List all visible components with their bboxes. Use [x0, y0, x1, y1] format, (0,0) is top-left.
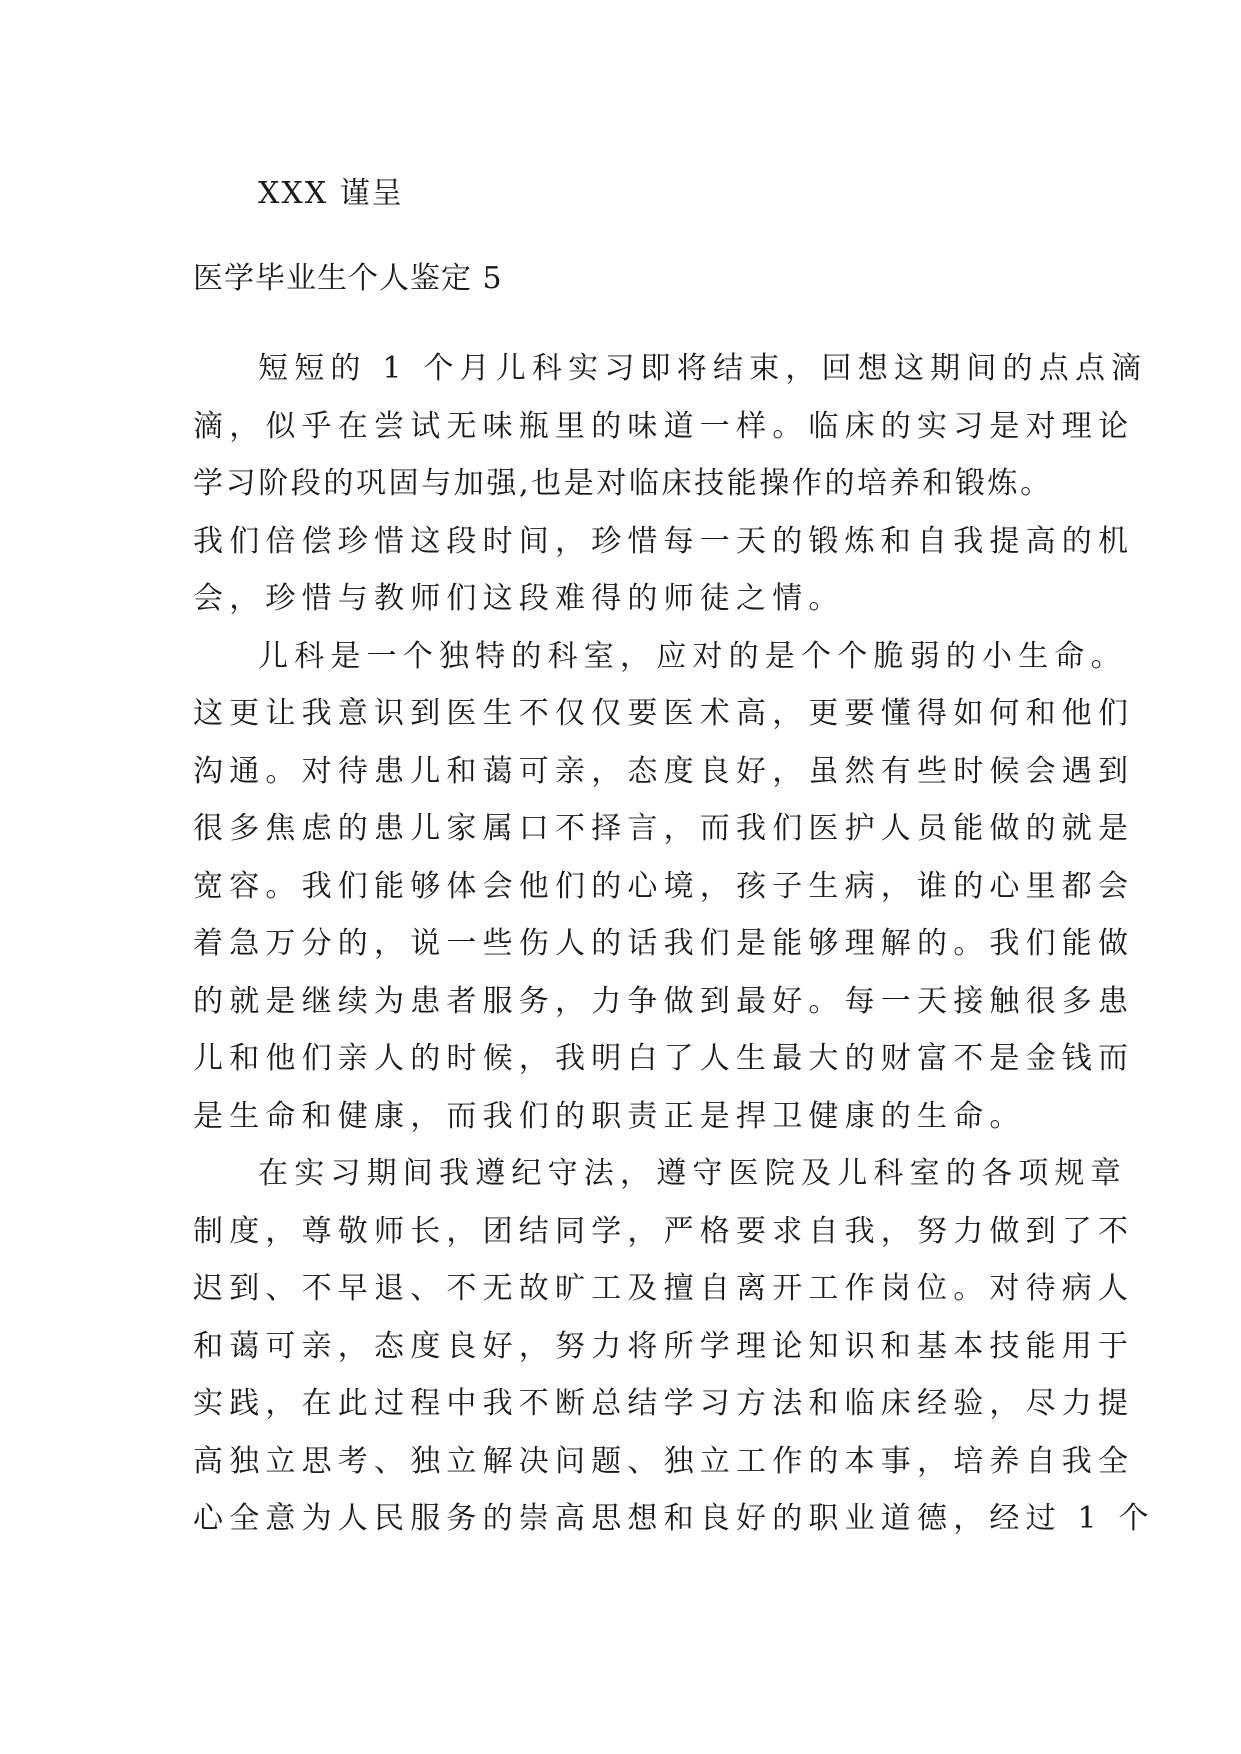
text-line: 制度，尊敬师长，团结同学，严格要求自我，努力做到了不 [193, 1213, 1135, 1249]
text-line: 和蔼可亲，态度良好，努力将所学理论知识和基本技能用于 [193, 1328, 1135, 1364]
text-line: 滴，似乎在尝试无味瓶里的味道一样。临床的实习是对理论 [193, 408, 1135, 444]
text-line: 我们倍偿珍惜这段时间，珍惜每一天的锻炼和自我提高的机 [193, 523, 1135, 559]
text-line: 实践，在此过程中我不断总结学习方法和临床经验，尽力提 [193, 1386, 1135, 1421]
text-line: 在实习期间我遵纪守法，遵守医院及儿科室的各项规章 [258, 1156, 1127, 1191]
body-text [193, 340, 1155, 1548]
text-line: 心全意为人民服务的崇高思想和良好的职业道德，经过 1 个 [193, 1501, 1155, 1536]
text-line: 宽容。我们能够体会他们的心境，孩子生病，谁的心里都会 [193, 868, 1135, 904]
text-line: 儿科是一个独特的科室，应对的是个个脆弱的小生命。 [258, 638, 1127, 674]
text-line: 沟通。对待患儿和蔼可亲，态度良好，虽然有些时候会遇到 [193, 753, 1135, 789]
text-line: 是生命和健康，而我们的职责正是捍卫健康的生命。 [193, 1098, 1026, 1134]
text-line: 这更让我意识到医生不仅仅要医术高，更要懂得如何和他们 [193, 696, 1135, 731]
text-line: 着急万分的，说一些伤人的话我们是能够理解的。我们能做 [193, 926, 1135, 961]
text-line: 儿和他们亲人的时候，我明白了人生最大的财富不是金钱而 [193, 1041, 1135, 1076]
text-line: 短短的 1 个月儿科实习即将结束，回想这期间的点点滴 [258, 351, 1148, 386]
text-line: 很多焦虑的患儿家属口不择言，而我们医护人员能做的就是 [193, 811, 1135, 846]
text-line: 迟到、不早退、不无故旷工及擅自离开工作岗位。对待病人 [193, 1271, 1135, 1306]
signature: XXX 谨呈 [258, 176, 404, 211]
text-line: 会，珍惜与教师们这段难得的师徒之情。 [193, 581, 845, 616]
text-line: 的就是继续为患者服务，力争做到最好。每一天接触很多患 [193, 983, 1135, 1019]
section-heading: 医学毕业生个人鉴定 5 [193, 261, 503, 296]
text-line: 高独立思考、独立解决问题、独立工作的本事，培养自我全 [193, 1443, 1135, 1479]
text-line: 学习阶段的巩固与加强,也是对临床技能操作的培养和锻炼。 [193, 466, 1053, 501]
